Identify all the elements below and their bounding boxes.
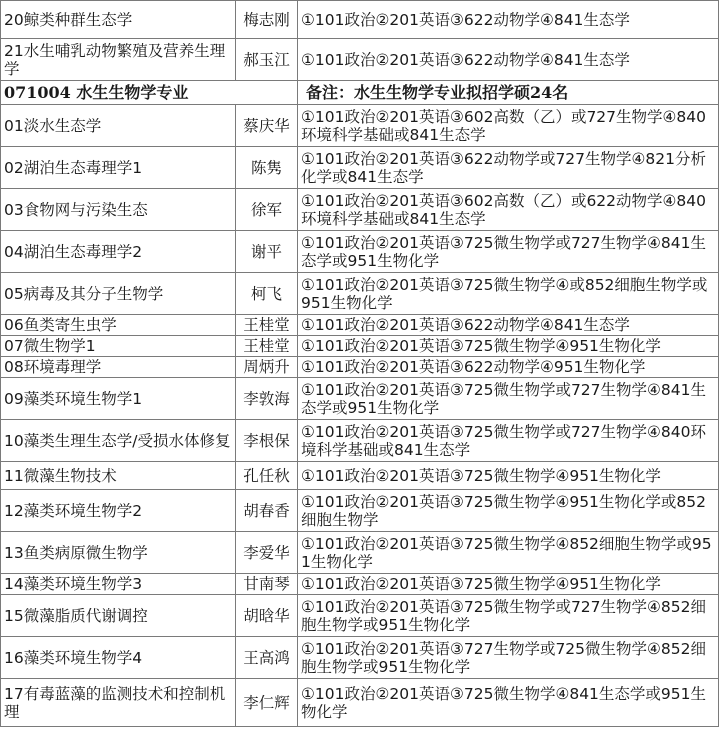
exam-subjects-cell: ①101政治②201英语③725微生物学④841生态学或951生物化学 [298,679,719,727]
teacher-cell: 王桂堂 [236,336,298,357]
teacher-cell: 陈隽 [236,147,298,189]
teacher-cell: 郝玉江 [236,39,298,81]
table-row [1,595,719,637]
teacher-cell: 谢平 [236,231,298,273]
exam-subjects-cell: ①101政治②201英语③725微生物学④951生物化学 [298,336,719,357]
direction-cell: 11微藻生物技术 [1,462,236,490]
teacher-cell: 徐军 [236,189,298,231]
teacher-cell: 蔡庆华 [236,105,298,147]
table-row [1,315,719,336]
table-row [1,336,719,357]
table-row [1,231,719,273]
teacher-cell: 李仁辉 [236,679,298,727]
major-header-row [1,81,719,105]
teacher-cell: 孔任秋 [236,462,298,490]
direction-cell: 06鱼类寄生虫学 [1,315,236,336]
exam-subjects-cell: ①101政治②201英语③725微生物学或727生物学④852细胞生物学或951生物化学 [298,595,719,637]
major-note-cell: 备注：水生生物学专业拟招学硕24名 [298,81,719,105]
table-row [1,574,719,595]
exam-subjects-cell: ①101政治②201英语③622动物学或727生物学④821分析化学或841生态学 [298,147,719,189]
teacher-cell: 李爱华 [236,532,298,574]
direction-cell: 02湖泊生态毒理学1 [1,147,236,189]
exam-subjects-cell: ①101政治②201英语③725微生物学④852细胞生物学或951生物化学 [298,532,719,574]
direction-cell: 20鲸类种群生态学 [1,1,236,39]
exam-subjects-cell: ①101政治②201英语③725微生物学或727生物学④841生态学或951生物化学 [298,231,719,273]
teacher-cell: 王高鸿 [236,637,298,679]
direction-cell: 05病毒及其分子生物学 [1,273,236,315]
direction-cell: 13鱼类病原微生物学 [1,532,236,574]
direction-cell: 09藻类环境生物学1 [1,378,236,420]
teacher-cell: 梅志刚 [236,1,298,39]
direction-cell: 10藻类生理生态学/受损水体修复 [1,420,236,462]
direction-cell: 04湖泊生态毒理学2 [1,231,236,273]
table-row [1,39,719,81]
direction-cell: 08环境毒理学 [1,357,236,378]
teacher-cell: 李敦海 [236,378,298,420]
teacher-cell: 周炳升 [236,357,298,378]
teacher-cell: 胡春香 [236,490,298,532]
exam-subjects-cell: ①101政治②201英语③725微生物学④951生物化学 [298,574,719,595]
table-row [1,462,719,490]
table-row [1,679,719,727]
direction-cell: 21水生哺乳动物繁殖及营养生理学 [1,39,236,81]
table-row [1,357,719,378]
table-row [1,147,719,189]
exam-subjects-cell: ①101政治②201英语③622动物学④841生态学 [298,315,719,336]
major-code-cell: 071004 水生生物学专业 [1,81,298,105]
direction-cell: 07微生物学1 [1,336,236,357]
table-row [1,637,719,679]
table-row [1,105,719,147]
exam-subjects-cell: ①101政治②201英语③622动物学④841生态学 [298,39,719,81]
teacher-cell: 王桂堂 [236,315,298,336]
table-row [1,378,719,420]
table-row [1,490,719,532]
teacher-cell: 柯飞 [236,273,298,315]
direction-cell: 17有毒蓝藻的监测技术和控制机理 [1,679,236,727]
direction-cell: 16藻类环境生物学4 [1,637,236,679]
table-row [1,1,719,39]
exam-subjects-cell: ①101政治②201英语③602高数（乙）或622动物学④840环境科学基础或841生态学 [298,189,719,231]
table-row [1,420,719,462]
enrollment-table-body [1,1,719,727]
teacher-cell: 胡晗华 [236,595,298,637]
exam-subjects-cell: ①101政治②201英语③622动物学④951生物化学 [298,357,719,378]
table-row [1,189,719,231]
exam-subjects-cell: ①101政治②201英语③727生物学或725微生物学④852细胞生物学或951生物化学 [298,637,719,679]
direction-cell: 15微藻脂质代谢调控 [1,595,236,637]
exam-subjects-cell: ①101政治②201英语③725微生物学或727生物学④840环境科学基础或841生态学 [298,420,719,462]
exam-subjects-cell: ①101政治②201英语③725微生物学④951生物化学或852细胞生物学 [298,490,719,532]
direction-cell: 12藻类环境生物学2 [1,490,236,532]
exam-subjects-cell: ①101政治②201英语③602高数（乙）或727生物学④840环境科学基础或841生态学 [298,105,719,147]
exam-subjects-cell: ①101政治②201英语③725微生物学或727生物学④841生态学或951生物化学 [298,378,719,420]
table-row [1,532,719,574]
direction-cell: 14藻类环境生物学3 [1,574,236,595]
direction-cell: 01淡水生态学 [1,105,236,147]
table-row [1,273,719,315]
exam-subjects-cell: ①101政治②201英语③725微生物学④或852细胞生物学或951生物化学 [298,273,719,315]
teacher-cell: 李根保 [236,420,298,462]
exam-subjects-cell: ①101政治②201英语③725微生物学④951生物化学 [298,462,719,490]
exam-subjects-cell: ①101政治②201英语③622动物学④841生态学 [298,1,719,39]
teacher-cell: 甘南琴 [236,574,298,595]
direction-cell: 03食物网与污染生态 [1,189,236,231]
